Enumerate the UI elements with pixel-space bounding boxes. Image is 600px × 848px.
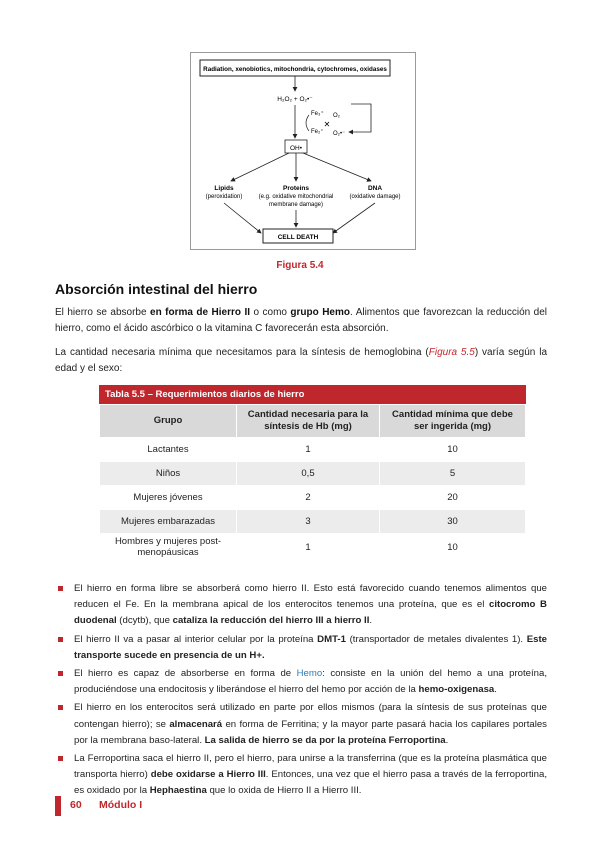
bold-text: hemo-oxigenasa [418, 684, 495, 696]
oh-label: OH• [289, 145, 303, 152]
table-cell: 10 [380, 438, 526, 462]
proteins-sub2: membrane damage) [268, 202, 324, 208]
table-row [100, 438, 526, 462]
table-cell: 3 [237, 510, 380, 534]
bold-text: citocromo B duodenal [74, 599, 547, 627]
text: ) varía según la edad y el sexo: [55, 347, 548, 374]
arrow-to-lipids [231, 153, 289, 181]
h2o2-label: H₂O₂ + O₂•⁻ [277, 96, 313, 103]
bold-text: almacenará [169, 718, 223, 730]
table-cell: 10 [380, 534, 526, 561]
module-label: Módulo I [99, 799, 143, 811]
proteins-sub1: (e.g. oxidative mitochondrial [258, 194, 334, 200]
figure-caption: Figura 5.4 [276, 260, 324, 271]
text: La Ferroportina saca el hierro II, pero el hierro, para unirse a la transferrina (que es la proteína plasmática que transporta hierro) [74, 753, 547, 781]
table-cell: Lactantes [100, 438, 237, 462]
bullet-square-icon [58, 671, 63, 676]
text: La cantidad necesaria mínima que necesitamos para la síntesis de hemoglobina ( [55, 347, 429, 358]
bold-text: en forma de Hierro II [150, 307, 251, 318]
lipids-label: Lipids [214, 185, 234, 192]
header-cell: Grupo [100, 405, 237, 438]
iron-requirements-table [99, 385, 526, 561]
text: El hierro se absorbe [55, 307, 151, 318]
list-item [55, 632, 547, 664]
bullet-square-icon [58, 586, 63, 591]
text: : consiste en la unión del hemo a una proteína, produciéndose una endocitosis y liberándose el hierro del hemo por acción de la [74, 668, 547, 696]
header-cell: Cantidad mínima que debe ser ingerida (mg) [380, 405, 526, 438]
text: El hierro es capaz de absorberse en forma de [74, 668, 297, 680]
proteins-label: Proteins [282, 185, 310, 192]
table-cell: Hombres y mujeres post-menopáusicas [100, 534, 237, 561]
cell-death-label: CELL DEATH [277, 234, 319, 241]
source-label: Radiation, xenobiotics, mitochondria, cytochromes, oxidases [203, 66, 387, 73]
dna-sub: (oxidative damage) [349, 194, 401, 200]
table-cell: 1 [237, 438, 380, 462]
arrow-to-dna [303, 153, 371, 181]
dna-label: DNA [367, 185, 383, 192]
lipids-sub: (peroxidation) [205, 194, 243, 200]
text: . Alimentos que favorezcan la reducción del hierro, como el ácido ascórbico o la vitamina C favorecerán esta absorción. [55, 307, 548, 334]
text: . [445, 734, 449, 746]
table-cell: 30 [380, 510, 526, 534]
o2-radical-label: O₂•⁻ [333, 131, 346, 137]
text: (transportador de metales divalentes 1). [345, 633, 527, 645]
table-cell: 1 [237, 534, 380, 561]
list-item [55, 581, 547, 630]
fe2-label: Fe₂⁺ [311, 129, 324, 135]
bold-text: debe oxidarse a Hierro III [150, 769, 266, 781]
table-row [100, 510, 526, 534]
text: (dcytb), que [116, 615, 173, 627]
bold-text: Hephaestina [149, 785, 207, 797]
text: que lo oxida de Hierro II a Hierro III. [206, 785, 362, 797]
table-cell: 20 [380, 486, 526, 510]
arrow-lipids-death [224, 203, 261, 233]
text: . Entonces, una vez que el hierro pasa a través de la ferroportina, es oxidado por la [74, 769, 548, 797]
bullet-list [55, 581, 547, 802]
bold-text: cataliza la reducción del hierro III a hierro II [172, 615, 370, 627]
footer-accent-bar [55, 796, 61, 816]
table-row [100, 486, 526, 510]
bold-text: Este transporte sucede en presencia de un H+. [74, 633, 547, 661]
header-cell: Cantidad necesaria para la síntesis de Hb (mg) [237, 405, 380, 438]
figure-link[interactable]: Figura 5.5 [428, 347, 475, 358]
data-table [99, 404, 526, 561]
fe-cycle-arrow [306, 115, 309, 131]
table-cell: 0,5 [237, 462, 380, 486]
list-item [55, 700, 547, 749]
table-row [100, 462, 526, 486]
text: o como [250, 307, 291, 318]
bullet-square-icon [58, 637, 63, 642]
hemo-link[interactable]: Hemo [296, 668, 323, 680]
figure-5-4 [190, 52, 416, 250]
o2-label: O₂ [333, 113, 340, 119]
list-item [55, 666, 547, 698]
table-cell: 2 [237, 486, 380, 510]
table-cell: Mujeres jóvenes [100, 486, 237, 510]
bold-text: DMT-1 [317, 633, 346, 645]
list-item [55, 751, 547, 800]
text: El hierro en los enterocitos será utilizado en parte por ellos mismos (para la síntesis de sus proteínas que contengan hierro); se [74, 702, 547, 730]
table-cell: Mujeres embarazadas [100, 510, 237, 534]
bullet-square-icon [58, 705, 63, 710]
table-cell: 5 [380, 462, 526, 486]
feedback-arrow [349, 104, 371, 132]
intro-paragraph-1 [55, 305, 547, 337]
ros-diagram [191, 53, 415, 249]
table-cell: Niños [100, 462, 237, 486]
page-number: 60 [70, 799, 82, 811]
text: . [494, 684, 497, 696]
bold-text: grupo Hemo [290, 307, 350, 318]
table-header-row [100, 405, 526, 438]
table-row [100, 534, 526, 561]
text: en forma de Ferritina; y la mayor parte pasará hacia los capilares portales por la membrana baso-lateral. [74, 718, 547, 746]
arrow-dna-death [333, 203, 375, 233]
text: . [369, 615, 373, 627]
table-title: Tabla 5.5 – Requerimientos diarios de hierro [99, 385, 526, 404]
section-title: Absorción intestinal del hierro [55, 281, 258, 297]
text: El hierro II va a pasar al interior celular por la proteína [74, 633, 318, 645]
cross-icon: ✕ [323, 120, 331, 129]
text: El hierro en forma libre se absorberá como hierro II. Esto está favorecido cuando tenemos alimentos que reducen el Fe. En la membrana apical de los enterocitos tenemos una proteína, que es el [74, 583, 547, 611]
intro-paragraph-2 [55, 345, 547, 377]
bold-text: La salida de hierro se da por la proteína Ferroportina [204, 734, 446, 746]
fe3-label: Fe₃⁺ [311, 111, 324, 117]
bullet-square-icon [58, 756, 63, 761]
